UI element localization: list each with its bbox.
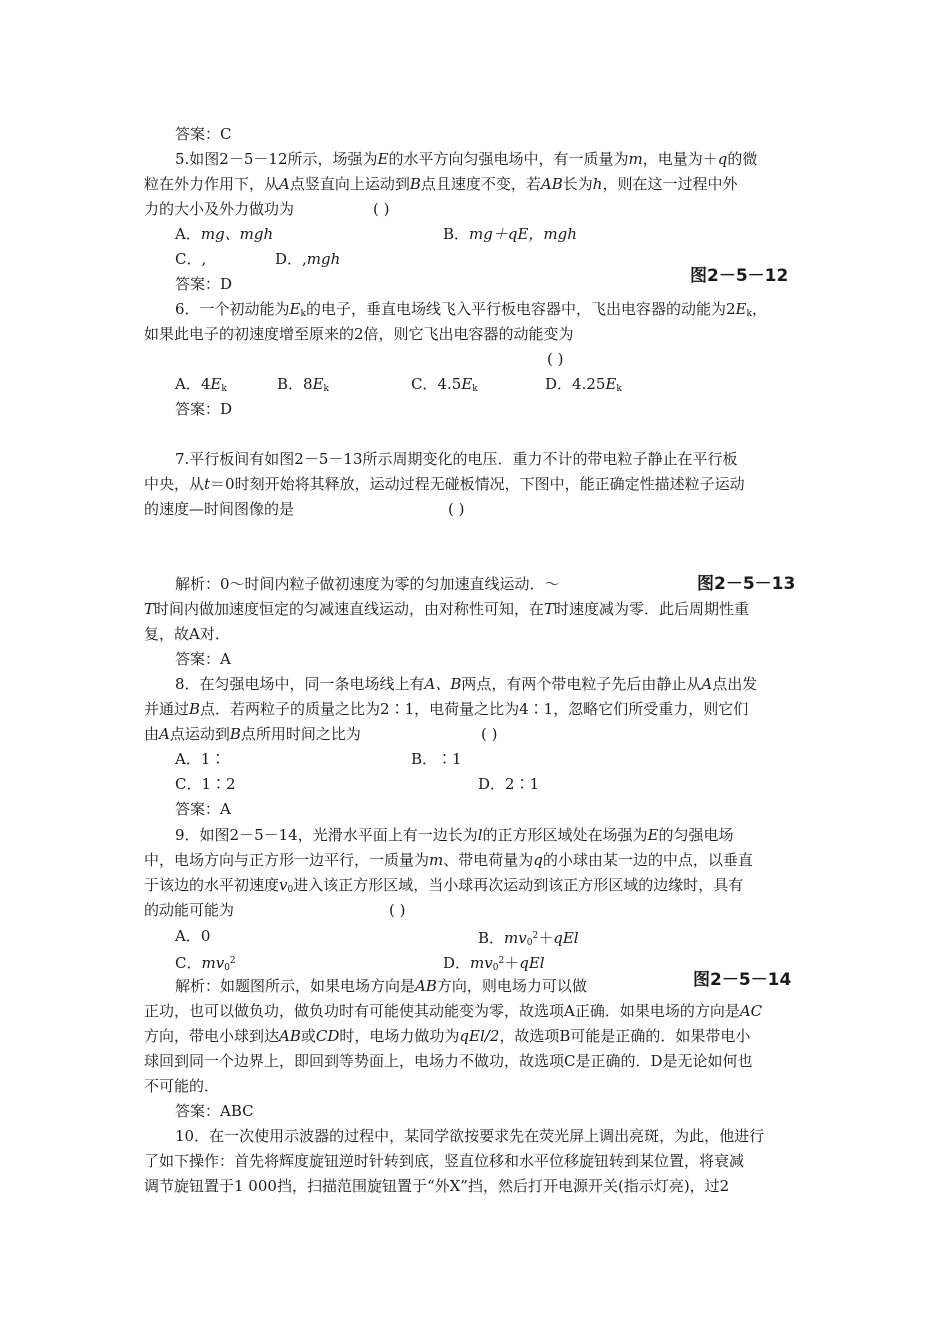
q5-option-a: A．mg、mgh: [175, 225, 274, 243]
q9-option-b: B．$mv_0^2+qEl$: [478, 929, 579, 948]
q9-answer: 答案：ABC: [175, 1102, 254, 1120]
q8-option-c: C．1∶2: [175, 775, 236, 793]
q6-line1: 6．一个初动能为$E_k$的电子，垂直电场线飞入平行板电容器中，飞出电容器的动能为$2E_k$，: [175, 300, 767, 319]
q9-line2: 中，电场方向与正方形一边平行，一质量为m、带电荷量为q的小球由某一边的中点，以垂直: [144, 851, 753, 869]
q5-option-c: C．,: [175, 250, 207, 268]
q9-line1: 9．如图2－5－14，光滑水平面上有一边长为l的正方形区域处在场强为E的匀强电场: [175, 826, 734, 844]
q10-line2: 了如下操作：首先将辉度旋钮逆时针转到底，竖直位移和水平位移旋钮转到某位置，将衰减: [144, 1152, 745, 1170]
q6-option-d: D．$4.25E_k$: [545, 375, 622, 394]
q5-line1: 5.如图2－5－12所示，场强为E的水平方向匀强电场中，有一质量为m，电量为＋q的微: [175, 150, 758, 168]
q6-line2: 如果此电子的初速度增至原来的2倍，则它飞出电容器的动能变为: [144, 325, 574, 343]
q7-answer-paren: ( ): [448, 500, 465, 518]
q7-solution-line3: 复，故A对．: [144, 625, 230, 643]
q5-line3: 力的大小及外力做功为: [144, 200, 295, 218]
figure-label-2-5-12: 图2－5－12: [690, 266, 789, 286]
q5-answer-paren: ( ): [373, 200, 390, 218]
q7-line2: 中央，从t＝0时刻开始将其释放，运动过程无碰板情况，下图中，能正确定性描述粒子运动: [144, 475, 745, 493]
q10-line1: 10．在一次使用示波器的过程中，某同学欲按要求先在荧光屏上调出亮斑，为此，他进行: [175, 1127, 765, 1145]
q8-option-b: B．∶1: [411, 750, 462, 768]
q6-option-b: B．$8E_k$: [277, 375, 329, 394]
q9-option-c: C．$mv_0^2$: [175, 954, 236, 973]
q9-option-a: A．0: [175, 927, 211, 945]
q9-solution-line2: 正功，也可以做负功，做负功时有可能使其动能变为零，故选项A正确．如果电场的方向是AC: [144, 1002, 763, 1020]
q9-line3: 于该边的水平初速度$v_0$进入该正方形区域，当小球再次运动到该正方形区域的边缘时，具有: [144, 876, 744, 895]
q7-solution-line2: T时间内做加速度恒定的匀减速直线运动，由对称性可知，在T时速度减为零．此后周期性重: [144, 600, 750, 618]
figure-label-2-5-13: 图2－5－13: [697, 574, 796, 594]
q8-line2: 并通过B点．若两粒子的质量之比为2∶1，电荷量之比为4∶1，忽略它们所受重力，则它们: [144, 700, 749, 718]
q8-answer-paren: ( ): [481, 725, 498, 743]
q9-answer-paren: ( ): [389, 901, 406, 919]
q9-line4: 的动能可能为: [144, 901, 235, 919]
q9-solution-line1: 解析：如题图所示，如果电场方向是AB方向，则电场力可以做: [175, 977, 587, 995]
q4-answer: 答案：C: [175, 125, 232, 143]
q6-option-c: C．$4.5E_k$: [411, 375, 478, 394]
q5-line2: 粒在外力作用下，从A点竖直向上运动到B点且速度不变，若AB长为h，则在这一过程中外: [144, 175, 738, 193]
q8-option-a: A．1∶: [175, 750, 226, 768]
q5-option-b: B．mg＋qE，mgh: [443, 225, 577, 243]
q9-solution-line3: 方向，带电小球到达AB或CD时，电场力做功为qEl/2，故选项B可能是正确的．如果带电小: [144, 1027, 751, 1045]
q7-line3: 的速度—时间图像的是: [144, 500, 295, 518]
q7-solution-line1: 解析：0～时间内粒子做初速度为零的匀加速直线运动．～: [175, 575, 560, 593]
q10-line3: 调节旋钮置于1 000挡，扫描范围旋钮置于“外X”挡，然后打开电源开关(指示灯亮)，过2: [144, 1177, 730, 1195]
q8-line3: 由A点运动到B点所用时间之比为: [144, 725, 361, 743]
q8-answer: 答案：A: [175, 800, 231, 818]
q7-line1: 7.平行板间有如图2－5－13所示周期变化的电压．重力不计的带电粒子静止在平行板: [175, 450, 738, 468]
q6-answer: 答案：D: [175, 400, 233, 418]
q7-answer: 答案：A: [175, 650, 231, 668]
q5-answer: 答案：D: [175, 275, 233, 293]
q6-option-a: A．$4E_k$: [175, 375, 227, 394]
q6-answer-paren: ( ): [547, 350, 564, 368]
q9-option-d: D．$mv_0^2+qEl$: [443, 954, 545, 973]
figure-label-2-5-14: 图2－5－14: [693, 970, 792, 990]
q8-line1: 8．在匀强电场中，同一条电场线上有A、B两点，有两个带电粒子先后由静止从A点出发: [175, 675, 758, 693]
q9-solution-line5: 不可能的．: [144, 1077, 220, 1095]
q8-option-d: D．2∶1: [478, 775, 540, 793]
q5-option-d: D．,mgh: [275, 250, 341, 268]
q9-solution-line4: 球回到同一个边界上，即回到等势面上，电场力不做功，故选项C是正确的．D是无论如何也: [144, 1052, 753, 1070]
